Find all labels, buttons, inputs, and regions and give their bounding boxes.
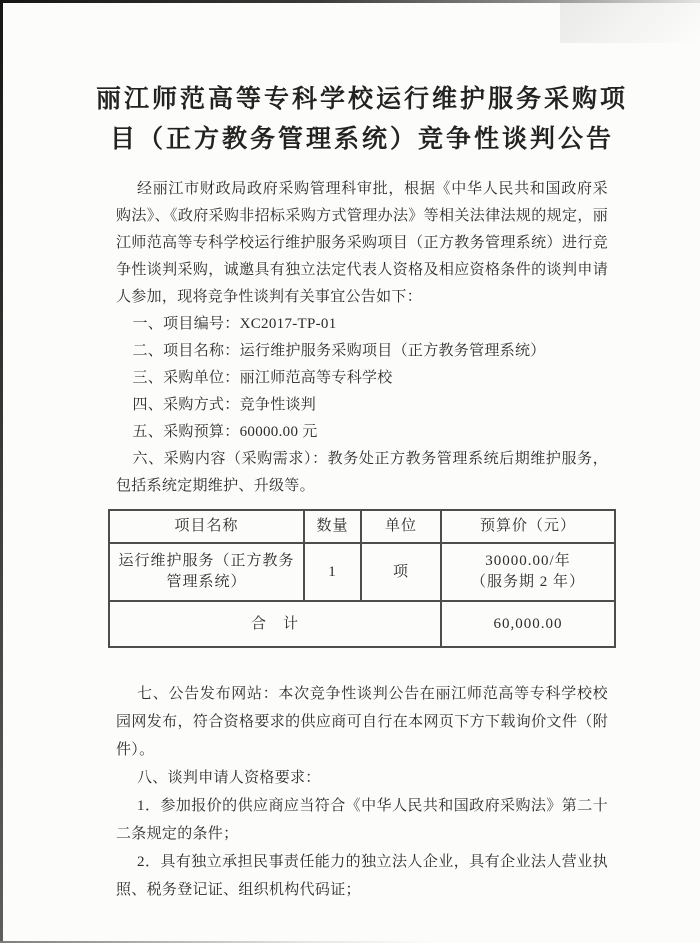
total-label: 合 计: [109, 601, 441, 647]
intro-paragraph: 经丽江市财政局政府采购管理科审批，根据《中华人民共和国政府采购法》、《政府采购非招标采购方式管理办法》等相关法律法规的规定，丽江师范高等专科学校运行维护服务采购项目（正方教务管理系统）进行竞争性谈判采购，诚邀具有独立法定代表人资格及相应资格条件的谈判申请人参加，现将竞争性谈判有关事宜公告如下：: [116, 181, 608, 305]
table-row: [109, 543, 615, 601]
item-purchasing-method: 四、采购方式：竞争性谈判: [132, 397, 317, 413]
scan-edge-left: [0, 0, 3, 943]
scan-corner-shade: [560, 3, 700, 43]
column-header-budget-price: 预算价（元）: [441, 510, 615, 543]
cell-quantity: 1: [304, 543, 361, 601]
item-purchasing-unit: 三、采购单位：丽江师范高等专科学校: [132, 370, 393, 386]
service-period: （服务期 2 年）: [470, 574, 585, 590]
budget-table: [108, 509, 616, 648]
item-project-name: 二、项目名称：运行维护服务采购项目（正方教务管理系统）: [132, 343, 546, 359]
item-purchasing-budget: 五、采购预算：60000.00 元: [132, 424, 318, 440]
column-header-project-name: 项目名称: [109, 510, 304, 543]
total-value: 60,000.00: [441, 601, 615, 647]
section-qualification-item-1: 1．参加报价的供应商应当符合《中华人民共和国政府采购法》第二十二条规定的条件；: [116, 798, 608, 842]
cell-project-name: 运行维护服务（正方教务管理系统）: [109, 543, 304, 601]
section-qualification-item-2: 2．具有独立承担民事责任能力的独立法人企业，具有企业法人营业执照、税务登记证、组织机构代码证；: [116, 854, 608, 898]
page-title: 丽江师范高等专科学校运行维护服务采购项目（正方教务管理系统）竞争性谈判公告: [95, 86, 628, 153]
item-project-number: 一、项目编号：XC2017-TP-01: [132, 316, 337, 332]
item-purchasing-content: 六、采购内容（采购需求）：教务处正方教务管理系统后期维护服务，包括系统定期维护、升级等。: [116, 451, 608, 494]
cell-budget-price: [441, 543, 615, 601]
column-header-unit: 单位: [361, 510, 441, 543]
document-content: [95, 80, 628, 904]
cell-unit: 项: [361, 543, 441, 601]
column-header-quantity: 数量: [304, 510, 361, 543]
section-publish-website: 七、公告发布网站：本次竞争性谈判公告在丽江师范高等专科学校校园网发布，符合资格要求的供应商可自行在本网页下方下载询价文件（附件）。: [116, 686, 608, 758]
table-total-row: [109, 601, 615, 647]
section-qualification-heading: 八、谈判申请人资格要求：: [137, 770, 321, 786]
price-per-year: 30000.00/年: [485, 553, 571, 569]
table-header-row: [109, 510, 615, 543]
